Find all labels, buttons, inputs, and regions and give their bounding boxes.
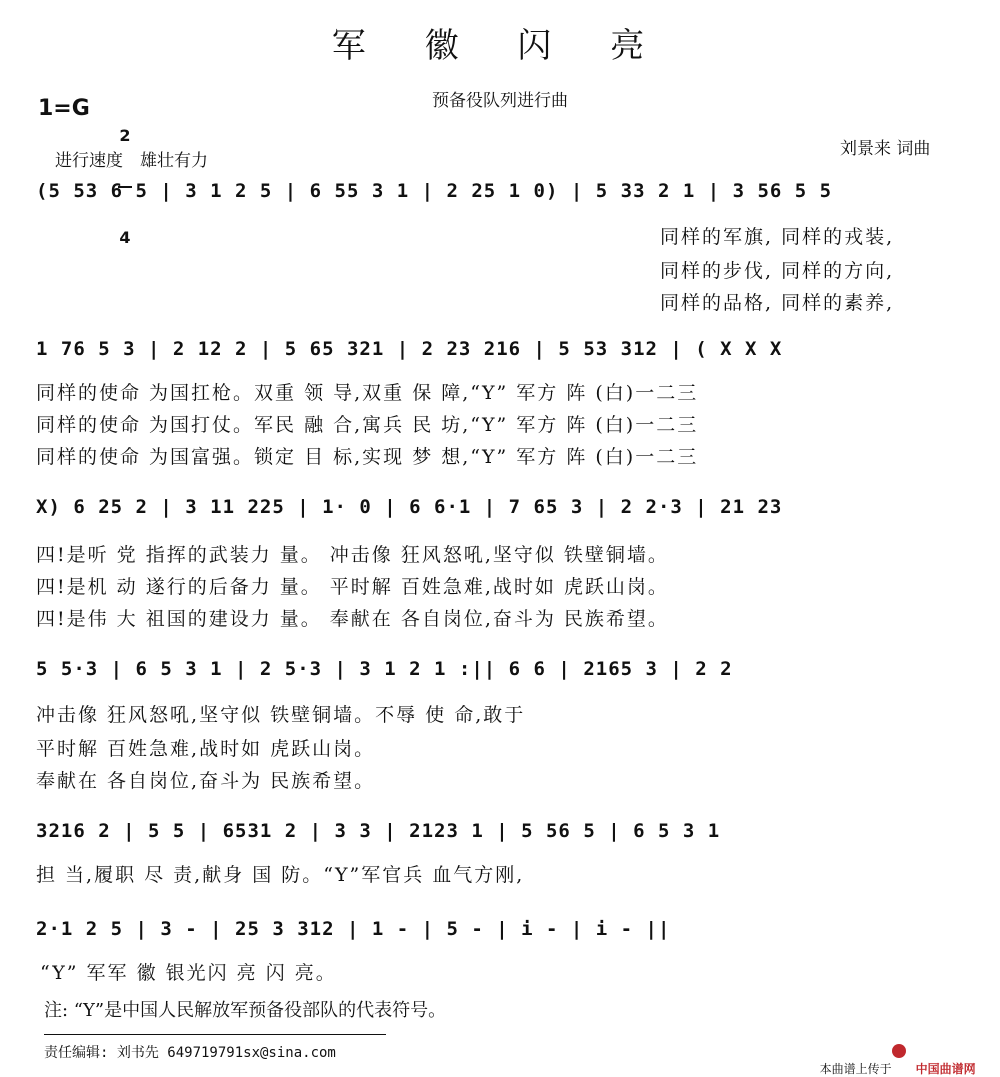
source-brand xyxy=(812,1046,892,1077)
system-2-lyric-1: 同样的使命 为国扛枪。双重 领 导,双重 保 障,“Y” 军方 阵 (白)一二三 xyxy=(36,382,699,404)
system-3-notes: X) 6 25 2 | 3 11 225 | 1· 0 | 6 6·1 | 7 65 3 | 2 2·3 | 21 23 xyxy=(36,496,783,518)
system-4-lyric-1: 冲击像 狂风怒吼,坚守似 铁壁铜墙。不辱 使 命,敢于 xyxy=(36,704,526,726)
footer-divider xyxy=(44,1034,386,1035)
footnote: 注: “Y”是中国人民解放军预备役部队的代表符号。 xyxy=(44,1000,447,1021)
brand-prefix: 本曲谱上传于 xyxy=(819,1062,892,1076)
song-title: 军 徽 闪 亮 xyxy=(331,26,669,66)
system-4-lyric-3: 奉献在 各自岗位,奋斗为 民族希望。 xyxy=(36,770,376,792)
system-6-lyric-1: “Y” 军军 徽 银光闪 亮 闪 亮。 xyxy=(40,962,337,984)
system-4-notes: 5 5·3 | 6 5 3 1 | 2 5·3 | 3 1 2 1 :|| 6 6 | 2165 3 | 2 2 xyxy=(36,658,733,680)
system-5-lyric-1: 担 当,履职 尽 责,献身 国 防。“Y”军官兵 血气方刚, xyxy=(36,864,525,886)
system-2-lyric-3: 同样的使命 为国富强。锁定 目 标,实现 梦 想,“Y” 军方 阵 (白)一二三 xyxy=(36,446,699,468)
author-credit: 刘景来 词曲 xyxy=(840,139,931,159)
key-signature: 1=G xyxy=(38,96,90,121)
system-1-notes: (5 53 6 5 | 3 1 2 5 | 6 55 3 1 | 2 25 1 0) | 5 33 2 1 | 3 56 5 5 xyxy=(36,180,833,202)
time-bottom: 4 xyxy=(119,228,131,247)
brand-logo-icon xyxy=(892,1044,906,1058)
system-3-lyric-1: 四!是听 党 指挥的武装力 量。 冲击像 狂风怒吼,坚守似 铁壁铜墙。 xyxy=(36,544,669,566)
system-2-lyric-2: 同样的使命 为国打仗。军民 融 合,寓兵 民 坊,“Y” 军方 阵 (白)一二三 xyxy=(36,414,699,436)
system-1-lyric-2: 同样的步伐, 同样的方向, xyxy=(660,260,895,282)
tempo-marking: 进行速度 雄壮有力 xyxy=(55,151,208,171)
brand-name-wrap xyxy=(908,1046,976,1077)
system-2-notes: 1 76 5 3 | 2 12 2 | 5 65 321 | 2 23 216 | 5 53 312 | ( X X X xyxy=(36,338,783,360)
system-3-lyric-2: 四!是机 动 遂行的后备力 量。 平时解 百姓急难,战时如 虎跃山岗。 xyxy=(36,576,669,598)
system-6-notes: 2·1 2 5 | 3 - | 25 3 312 | 1 - | 5 - | i - | i - || xyxy=(36,918,671,940)
time-top: 2 xyxy=(119,126,131,145)
system-1-lyric-3: 同样的品格, 同样的素养, xyxy=(660,292,895,314)
editor-credit: 责任编辑: 刘书先 649719791sx@sina.com xyxy=(44,1045,336,1061)
song-subtitle: 预备役队列进行曲 xyxy=(432,91,568,111)
brand-name: 中国曲谱网 xyxy=(915,1062,976,1076)
system-4-lyric-2: 平时解 百姓急难,战时如 虎跃山岗。 xyxy=(36,738,376,760)
system-3-lyric-3: 四!是伟 大 祖国的建设力 量。 奉献在 各自岗位,奋斗为 民族希望。 xyxy=(36,608,669,630)
time-signature xyxy=(118,86,132,268)
system-5-notes: 3216 2 | 5 5 | 6531 2 | 3 3 | 2123 1 | 5 56 5 | 6 5 3 1 xyxy=(36,820,721,842)
system-1-lyric-1: 同样的军旗, 同样的戎装, xyxy=(660,226,895,248)
